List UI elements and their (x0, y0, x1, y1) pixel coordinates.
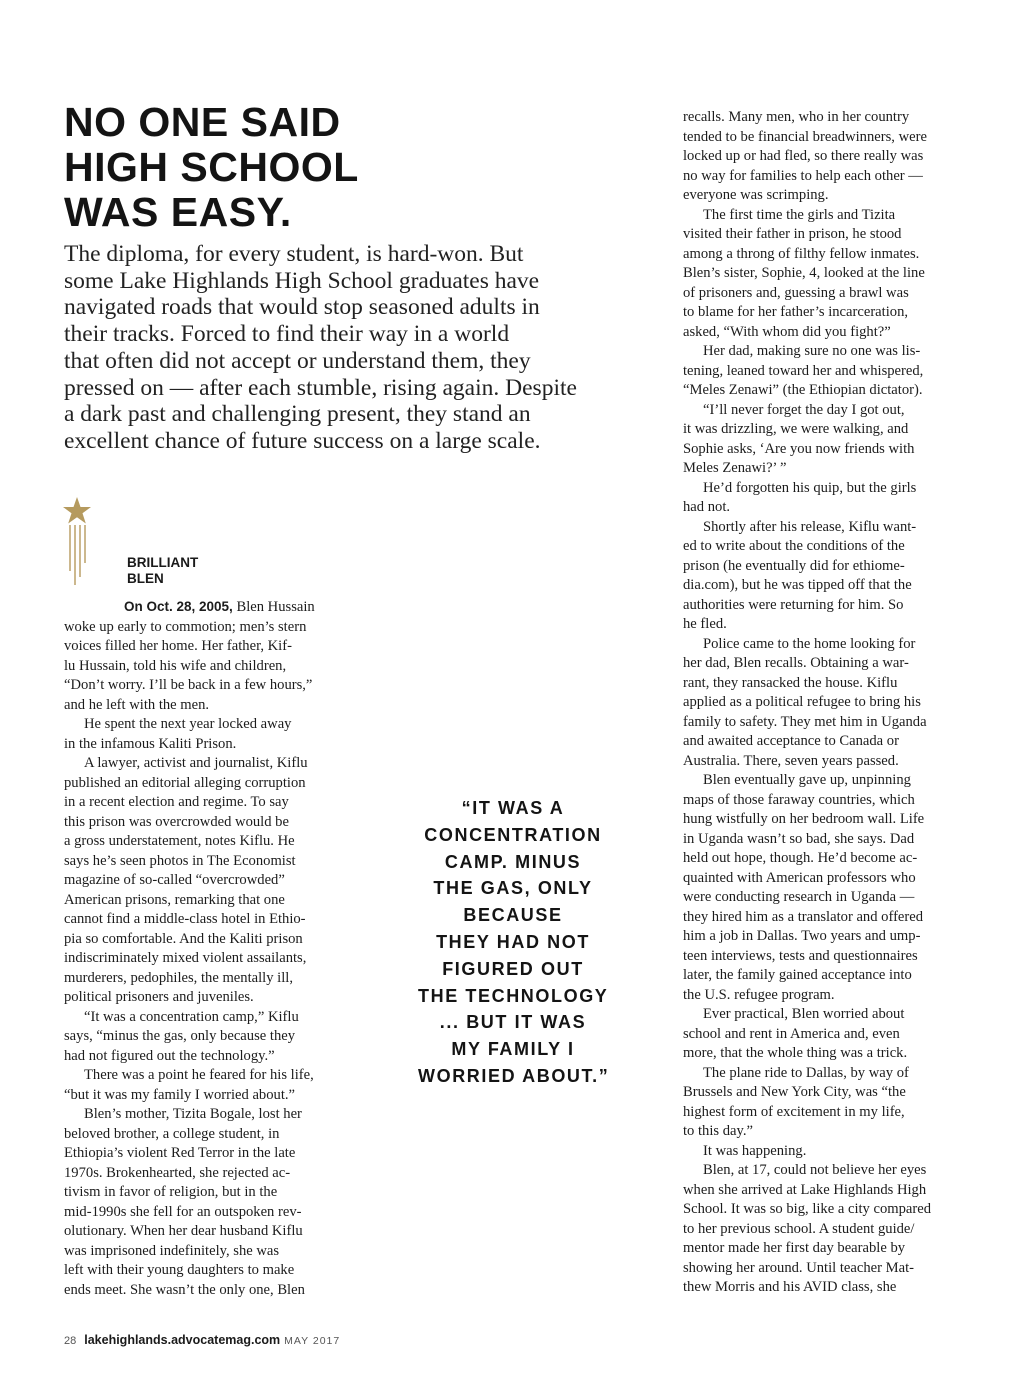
body-line: ends meet. She wasn’t the only one, Blen (64, 1281, 305, 1298)
body-line: the U.S. refugee program. (683, 986, 835, 1003)
body-line: “but it was my family I worried about.” (64, 1086, 296, 1103)
body-line: in a recent election and regime. To say (64, 794, 289, 810)
body-line: The first time the girls and Tizita (703, 206, 896, 223)
shooting-star-icon (60, 495, 94, 587)
body-line: cannot find a middle-class hotel in Ethio- (64, 911, 306, 927)
section-heading (127, 555, 198, 587)
section-heading-line: BLEN (127, 571, 164, 586)
body-line: Blen’s mother, Tizita Bogale, lost her (84, 1106, 302, 1122)
body-line: a gross understatement, notes Kiflu. He (64, 833, 295, 849)
body-line: had not. (683, 499, 731, 515)
deck-intro (64, 241, 664, 455)
body-line: family to safety. They met him in Uganda (683, 713, 927, 730)
pull-quote-line: FIGURED OUT (442, 958, 584, 979)
body-line: lu Hussain, told his wife and children, (64, 657, 287, 674)
body-line: asked, “With whom did you fight?” (683, 323, 891, 340)
body-line: mentor made her first day bearable by (683, 1240, 906, 1256)
body-line: was imprisoned indefinitely, she was (64, 1242, 280, 1259)
headline (64, 100, 624, 235)
body-line: dia.com), but he was tipped off that the (683, 577, 912, 593)
body-line: tivism in favor of religion, but in the (64, 1184, 278, 1200)
deck-line: excellent chance of future success on a large scale. (64, 427, 541, 454)
deck-line: that often did not accept or understand them, they (64, 347, 531, 374)
page-footer (64, 1333, 340, 1347)
body-line: to this day.” (683, 1123, 753, 1139)
body-line: Blen, at 17, could not believe her eyes (703, 1162, 927, 1178)
pull-quote-line: BECAUSE (463, 905, 563, 926)
body-line: says, “minus the gas, only because they (64, 1028, 296, 1044)
pull-quote-line: CONCENTRATION (424, 824, 602, 845)
body-line: There was a point he feared for his life, (84, 1067, 314, 1083)
body-line: it was drizzling, we were walking, and (683, 421, 909, 437)
body-line: Blen eventually gave up, unpinning (703, 772, 911, 788)
body-line: and awaited acceptance to Canada or (683, 733, 899, 749)
body-line: rant, they ransacked the house. Kiflu (683, 674, 898, 691)
body-line: were conducting research in Uganda — (683, 889, 915, 905)
body-line: quainted with American professors who (683, 869, 916, 886)
body-line: to blame for her father’s incarceration, (683, 304, 909, 320)
body-line: of prisoners and, guessing a brawl was (683, 284, 909, 301)
pull-quote-line: THEY HAD NOT (436, 931, 590, 952)
section-heading-line: BRILLIANT (127, 555, 199, 570)
body-line: school and rent in America and, even (683, 1025, 900, 1042)
headline-line: WAS EASY. (64, 189, 292, 235)
body-line: later, the family gained acceptance into (683, 967, 912, 983)
pull-quote-line: WORRIED ABOUT.” (418, 1065, 610, 1086)
body-line: woke up early to commotion; men’s stern (64, 618, 307, 635)
pull-quote-line: ... BUT IT WAS (439, 1012, 587, 1033)
body-line: Meles Zenawi?’ ” (683, 460, 787, 476)
body-line: more, that the whole thing was a trick. (683, 1045, 908, 1061)
body-line: pia so comfortable. And the Kaliti prison (64, 930, 303, 947)
pull-quote-line: THE GAS, ONLY (433, 878, 593, 899)
body-line: authorities were returning for him. So (683, 596, 904, 613)
body-line: A lawyer, activist and journalist, Kiflu (84, 755, 308, 771)
body-line: tended to be financial breadwinners, were (683, 128, 927, 145)
body-line: says he’s seen photos in The Economist (64, 852, 296, 869)
body-line: her dad, Blen recalls. Obtaining a war- (683, 655, 909, 671)
body-line: murderers, pedophiles, the mentally ill, (64, 969, 293, 986)
pull-quote-line: MY FAMILY I (451, 1039, 575, 1060)
headline-line: NO ONE SAID (64, 99, 341, 145)
body-line: Blen Hussain (236, 599, 315, 615)
body-line: Shortly after his release, Kiflu want- (703, 518, 917, 535)
body-line: magazine of so-called “overcrowded” (64, 872, 285, 888)
body-line: when she arrived at Lake Highlands High (683, 1181, 927, 1198)
pull-quote-line: THE TECHNOLOGY (418, 985, 609, 1006)
deck-line: pressed on — after each stumble, rising again. Despite (64, 374, 577, 401)
body-line: American prisons, remarking that one (64, 891, 285, 908)
body-line: Ethiopia’s violent Red Terror in the late (64, 1145, 296, 1161)
body-line: “It was a concentration camp,” Kiflu (84, 1008, 299, 1025)
body-line: and he left with the men. (64, 696, 210, 713)
body-line: olutionary. When her dear husband Kiflu (64, 1223, 303, 1239)
body-line: “I’ll never forget the day I got out, (703, 401, 905, 418)
body-line: no way for families to help each other — (683, 167, 923, 184)
body-line: among a throng of filthy fellow inmates. (683, 245, 920, 262)
body-line: beloved brother, a college student, in (64, 1125, 280, 1142)
body-line: recalls. Many men, who in her country (683, 109, 910, 125)
body-line: School. It was so big, like a city compared (683, 1201, 932, 1217)
body-line: Police came to the home looking for (703, 635, 916, 652)
body-line: highest form of excitement in my life, (683, 1103, 905, 1120)
lead-in: On Oct. 28, 2005, (124, 599, 233, 614)
body-line: applied as a political refugee to bring his (683, 694, 921, 710)
body-line: he fled. (683, 616, 727, 632)
body-line: ed to write about the conditions of the (683, 538, 905, 554)
site-url: lakehighlands.advocatemag.com (84, 1333, 281, 1347)
body-line: maps of those faraway countries, which (683, 791, 915, 808)
body-line: him a job in Dallas. Two years and ump- (683, 928, 921, 944)
body-line: Sophie asks, ‘Are you now friends with (683, 440, 915, 457)
right-column (683, 108, 961, 1298)
body-line: teen interviews, tests and questionnaires (683, 947, 918, 964)
body-line: tening, leaned toward her and whispered, (683, 362, 924, 379)
body-line: 1970s. Brokenhearted, she rejected ac- (64, 1164, 291, 1181)
body-line: Brussels and New York City, was “the (683, 1084, 906, 1100)
body-line: “Meles Zenawi” (the Ethiopian dictator). (683, 382, 923, 398)
body-line: He’d forgotten his quip, but the girls (703, 479, 917, 496)
pull-quote (418, 795, 608, 1090)
body-line: had not figured out the technology.” (64, 1047, 275, 1064)
body-line: mid-1990s she fell for an outspoken rev- (64, 1203, 302, 1220)
body-line: He spent the next year locked away (84, 716, 292, 732)
body-line: this prison was overcrowded would be (64, 813, 289, 830)
body-line: held out hope, though. He’d become ac- (683, 850, 918, 866)
issue-date: MAY 2017 (284, 1335, 341, 1347)
headline-line: HIGH SCHOOL (64, 144, 359, 190)
body-line: in the infamous Kaliti Prison. (64, 735, 237, 752)
deck-line: a dark past and challenging present, they stand an (64, 401, 531, 428)
body-line: political prisoners and juveniles. (64, 989, 254, 1005)
body-line: hung wistfully on her bedroom wall. Life (683, 811, 925, 827)
pull-quote-line: “IT WAS A (461, 798, 565, 818)
page-number: 28 (64, 1335, 77, 1347)
body-line: prison (he eventually did for ethiome- (683, 557, 905, 574)
body-line: they hired him as a translator and offered (683, 908, 924, 925)
body-line: Ever practical, Blen worried about (703, 1006, 905, 1022)
body-line: It was happening. (703, 1142, 807, 1159)
body-line: to her previous school. A student guide/ (683, 1220, 915, 1237)
body-line: showing her around. Until teacher Mat- (683, 1259, 914, 1276)
body-line: voices filled her home. Her father, Kif- (64, 638, 292, 654)
body-line: published an editorial alleging corruption (64, 774, 306, 791)
body-line: Australia. There, seven years passed. (683, 752, 899, 769)
body-line: The plane ride to Dallas, by way of (703, 1064, 909, 1081)
body-line: Her dad, making sure no one was lis- (703, 343, 921, 359)
body-line: left with their young daughters to make (64, 1262, 295, 1278)
pull-quote-line: CAMP. MINUS (444, 851, 582, 872)
body-line: locked up or had fled, so there really was (683, 148, 924, 164)
body-line: Blen’s sister, Sophie, 4, looked at the line (683, 265, 925, 281)
body-line: in Uganda wasn’t so bad, she says. Dad (683, 830, 915, 847)
deck-line: some Lake Highlands High School graduates have (64, 267, 540, 294)
body-line-first (64, 597, 342, 618)
deck-line: navigated roads that would stop seasoned adults in (64, 294, 540, 321)
left-column (64, 597, 342, 1300)
body-line: visited their father in prison, he stood (683, 226, 902, 242)
body-line: “Don’t worry. I’ll be back in a few hours,” (64, 677, 313, 693)
deck-line: their tracks. Forced to find their way in a world (64, 321, 510, 348)
deck-line: The diploma, for every student, is hard-won. But (64, 241, 524, 267)
body-line: indiscriminately mixed violent assailants, (64, 950, 307, 966)
body-line: everyone was scrimping. (683, 187, 829, 203)
body-line: thew Morris and his AVID class, she (683, 1279, 897, 1295)
